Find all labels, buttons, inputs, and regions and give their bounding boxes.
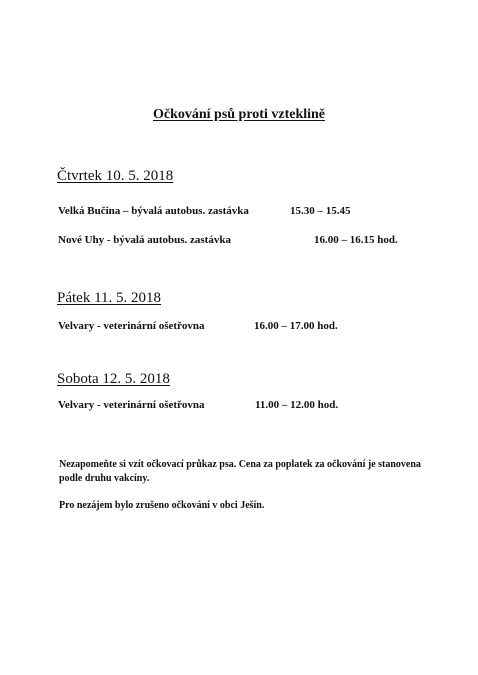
schedule-location: Velvary - veterinární ošetřovna: [58, 399, 205, 411]
section-day-heading: Čtvrtek 10. 5. 2018: [57, 168, 174, 184]
schedule-time: 15.30 – 15.45: [290, 205, 351, 217]
section-day-heading: Pátek 11. 5. 2018: [57, 290, 162, 306]
schedule-row: [58, 234, 398, 246]
schedule-location: Velvary - veterinární ošetřovna: [58, 320, 205, 332]
schedule-time: 16.00 – 16.15 hod.: [314, 234, 398, 246]
schedule-time: 16.00 – 17.00 hod.: [254, 320, 338, 332]
schedule-row: [58, 320, 338, 332]
page-title: Očkování psů proti vzteklině: [152, 107, 326, 122]
note-paragraph: Nezapomeňte si vzít očkovací průkaz psa. Cena za poplatek za očkování je stanovena podle druhu vakcíny.: [59, 459, 421, 484]
schedule-time: 11.00 – 12.00 hod.: [255, 399, 339, 411]
section-day-heading: Sobota 12. 5. 2018: [57, 371, 170, 387]
schedule-row: [58, 399, 338, 411]
schedule-location: Velká Bučina – bývalá autobus. zastávka: [58, 205, 249, 217]
schedule-row: [58, 205, 351, 217]
note-paragraph: Pro nezájem bylo zrušeno očkování v obci Ješín.: [59, 500, 265, 511]
schedule-location: Nové Uhy - bývalá autobus. zastávka: [58, 234, 231, 246]
